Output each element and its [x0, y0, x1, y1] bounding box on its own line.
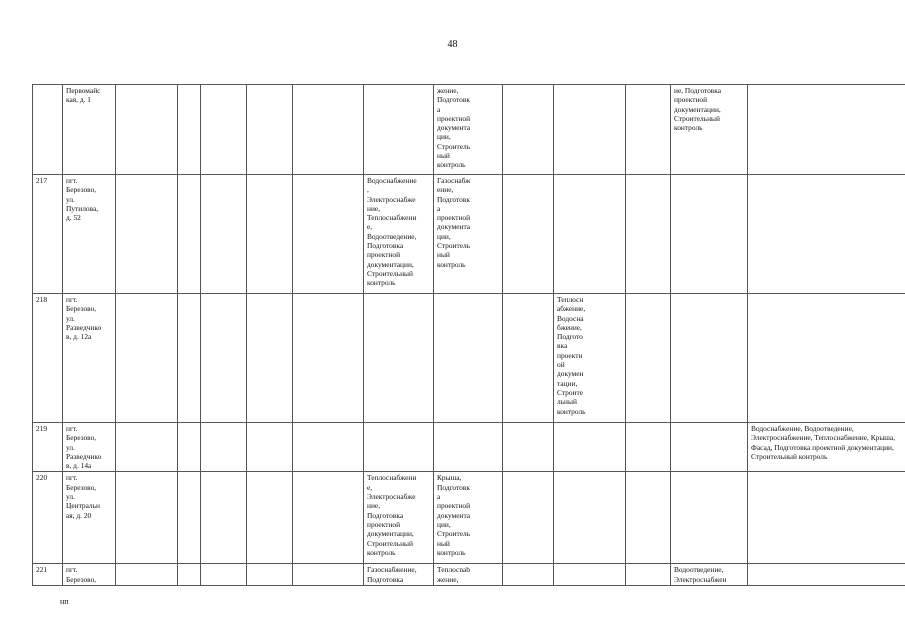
address-cell — [63, 423, 116, 472]
empty-cell — [178, 175, 201, 294]
works-cell — [434, 85, 503, 175]
empty-cell — [116, 423, 178, 472]
empty-cell — [178, 423, 201, 472]
works-cell — [671, 85, 748, 175]
works-cell — [554, 564, 626, 586]
empty-cell — [626, 175, 671, 294]
address-cell-text: пгт. Березово, ул. Центральн ая, д. 20 — [66, 473, 100, 520]
empty-cell — [293, 294, 364, 423]
empty-cell — [626, 294, 671, 423]
works-cell-text: жение, Подготовк а проектной документа ции, Строитель ный контроль — [437, 86, 471, 170]
empty-cell — [626, 85, 671, 175]
address-cell — [63, 175, 116, 294]
works-cell — [364, 564, 434, 586]
empty-cell — [503, 85, 554, 175]
address-cell-text: пгт. Березово, ул. Путилова, д. 52 — [66, 176, 99, 223]
row-number-text: 221 — [36, 565, 48, 575]
empty-cell — [626, 472, 671, 564]
empty-cell — [503, 294, 554, 423]
works-cell — [554, 175, 626, 294]
row-number — [33, 175, 63, 294]
table-row — [33, 294, 905, 423]
works-cell-text: Теплоснабжени е, Электроснабже ние, Подготовка проектной документации, Строительный контроль — [367, 473, 417, 557]
empty-cell — [201, 472, 247, 564]
works-cell-text: Водоотведение, Электроснабжен — [674, 565, 727, 584]
empty-cell — [626, 564, 671, 586]
empty-cell — [116, 294, 178, 423]
empty-cell — [201, 175, 247, 294]
works-cell-text: ие, Подготовка проектной документации, Строительный контроль — [674, 86, 722, 133]
empty-cell — [247, 85, 293, 175]
works-cell — [748, 472, 905, 564]
table-row — [33, 175, 905, 294]
works-cell — [748, 294, 905, 423]
works-cell — [364, 85, 434, 175]
row-number — [33, 472, 63, 564]
empty-cell — [178, 294, 201, 423]
address-cell — [63, 564, 116, 586]
address-cell — [63, 294, 116, 423]
data-table — [32, 84, 905, 586]
empty-cell — [503, 472, 554, 564]
empty-cell — [116, 564, 178, 586]
row-number — [33, 564, 63, 586]
works-cell — [434, 294, 503, 423]
empty-cell — [503, 175, 554, 294]
works-cell — [748, 423, 905, 472]
row-number — [33, 85, 63, 175]
works-cell-text: Водоснабжение, Водоотведение, Электроснабжение, Теплоснабжение, Крыша, Фасад, Подготовка проектной документации, Строительный контроль — [751, 424, 896, 461]
works-cell — [364, 472, 434, 564]
works-cell — [671, 423, 748, 472]
works-cell — [364, 175, 434, 294]
empty-cell — [247, 294, 293, 423]
works-cell — [671, 564, 748, 586]
works-cell — [364, 294, 434, 423]
works-cell — [554, 472, 626, 564]
empty-cell — [247, 423, 293, 472]
address-cell — [63, 472, 116, 564]
empty-cell — [116, 85, 178, 175]
works-cell — [671, 294, 748, 423]
works-cell — [748, 85, 905, 175]
works-cell-text: Крыша, Подготовк а проектной документа ции, Строитель ный контроль — [437, 473, 471, 557]
address-cell-text: пгт. Березово, ул. Разведчико в, д. 12а — [66, 295, 102, 342]
empty-cell — [247, 472, 293, 564]
works-cell — [671, 175, 748, 294]
works-cell-text: Теплосн абжение, Водосна бжение, Подгото вка проектн ой докумен тации, Строите льный контроль — [557, 295, 586, 416]
works-cell — [434, 472, 503, 564]
row-number-text: 218 — [36, 295, 48, 304]
empty-cell — [293, 564, 364, 586]
empty-cell — [503, 564, 554, 586]
works-cell-text: Газоснабжение, Подготовка — [367, 565, 417, 584]
table-row — [33, 423, 905, 472]
row-number — [33, 294, 63, 423]
empty-cell — [247, 175, 293, 294]
empty-cell — [293, 85, 364, 175]
works-cell — [364, 423, 434, 472]
works-cell — [554, 85, 626, 175]
works-cell-text: Водоснабжение , Электроснабже ние, Теплоснабжени е, Водоотведение, Подготовка проектной документации, Строительный контроль — [367, 176, 417, 288]
empty-cell — [293, 472, 364, 564]
empty-cell — [178, 564, 201, 586]
row-number-text: 220 — [36, 473, 48, 483]
address-cell-text: Первомайс кая, д. 1 — [66, 86, 101, 105]
empty-cell — [626, 423, 671, 472]
table-row — [33, 472, 905, 564]
address-cell-text: пгт. Березово, — [66, 565, 97, 584]
works-cell — [434, 423, 503, 472]
works-cell — [748, 564, 905, 586]
page-number: 48 — [447, 39, 458, 50]
works-cell-text: Теплосnab жение, — [437, 565, 470, 584]
empty-cell — [247, 564, 293, 586]
works-cell — [554, 423, 626, 472]
empty-cell — [201, 564, 247, 586]
empty-cell — [201, 423, 247, 472]
address-cell — [63, 85, 116, 175]
works-cell-text: Газоснабж ение, Подготовк а проектной документа ции, Строитель ный контроль — [437, 176, 471, 269]
empty-cell — [293, 423, 364, 472]
address-cell-text: пгт. Березово, ул. Разведчико в, д. 14а — [66, 424, 102, 471]
works-cell — [671, 472, 748, 564]
works-cell — [748, 175, 905, 294]
row-number-text: 217 — [36, 176, 48, 185]
empty-cell — [116, 472, 178, 564]
works-cell — [434, 564, 503, 586]
empty-cell — [178, 472, 201, 564]
empty-cell — [178, 85, 201, 175]
works-cell — [554, 294, 626, 423]
table-row — [33, 85, 905, 175]
works-cell — [434, 175, 503, 294]
empty-cell — [201, 294, 247, 423]
table-row — [33, 564, 905, 586]
empty-cell — [201, 85, 247, 175]
row-number-text: 219 — [36, 424, 48, 433]
footer-text: нп — [60, 597, 69, 606]
empty-cell — [293, 175, 364, 294]
empty-cell — [503, 423, 554, 472]
empty-cell — [116, 175, 178, 294]
row-number — [33, 423, 63, 472]
